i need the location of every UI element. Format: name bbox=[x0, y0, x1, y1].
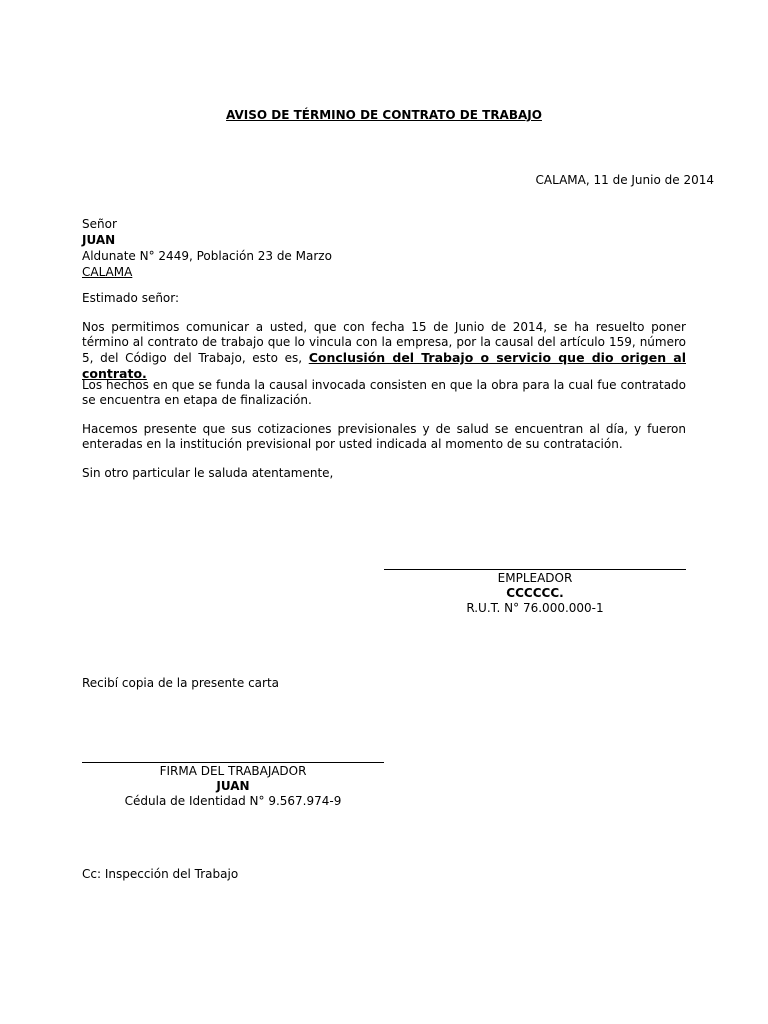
recipient-block bbox=[82, 216, 332, 280]
worker-signature-line bbox=[82, 762, 384, 763]
greeting: Estimado señor: bbox=[82, 291, 180, 305]
termination-cause: Conclusión del Trabajo o servicio que dio origen al contrato. bbox=[82, 350, 687, 381]
employer-signature-block bbox=[384, 571, 686, 616]
worker-id: Cédula de Identidad N° 9.567.974-9 bbox=[124, 794, 342, 808]
paragraph-notice bbox=[82, 320, 686, 382]
paragraph-contributions: Hacemos presente que sus cotizaciones previsionales y de salud se encuentran al día, y fueron enteradas en la institución previsional por usted indicada al momento de su contratación. bbox=[82, 422, 686, 451]
worker-signature-block bbox=[82, 764, 384, 809]
employer-rut: R.U.T. N° 76.000.000-1 bbox=[466, 601, 604, 615]
closing-line: Sin otro particular le saluda atentamente, bbox=[82, 466, 334, 480]
receipt-line: Recibí copia de la presente carta bbox=[82, 676, 280, 690]
recipient-address: Aldunate N° 2449, Población 23 de Marzo bbox=[82, 249, 332, 263]
employer-name: CCCCCC. bbox=[506, 586, 564, 600]
employer-label: EMPLEADOR bbox=[497, 571, 573, 585]
cc-line: Cc: Inspección del Trabajo bbox=[82, 867, 239, 881]
worker-name: JUAN bbox=[216, 779, 250, 793]
employer-signature-line bbox=[384, 569, 686, 570]
recipient-city: CALAMA bbox=[82, 265, 133, 279]
date-line: CALAMA, 11 de Junio de 2014 bbox=[535, 173, 714, 187]
recipient-name: JUAN bbox=[82, 233, 116, 247]
document-title: AVISO DE TÉRMINO DE CONTRATO DE TRABAJO bbox=[226, 108, 542, 122]
paragraph-facts: Los hechos en que se funda la causal invocada consisten en que la obra para la cual fue contratado se encuentra en etapa de finalización. bbox=[82, 378, 686, 407]
worker-label: FIRMA DEL TRABAJADOR bbox=[159, 764, 307, 778]
recipient-salutation: Señor bbox=[82, 217, 117, 231]
paragraph-notice-text: Nos permitimos comunicar a usted, que con fecha 15 de Junio de 2014, se ha resuelto poner término al contrato de trabajo que lo vincula con la empresa, por la causal del artículo 159, número 5, del Código del Trabajo, esto es, bbox=[82, 320, 686, 365]
